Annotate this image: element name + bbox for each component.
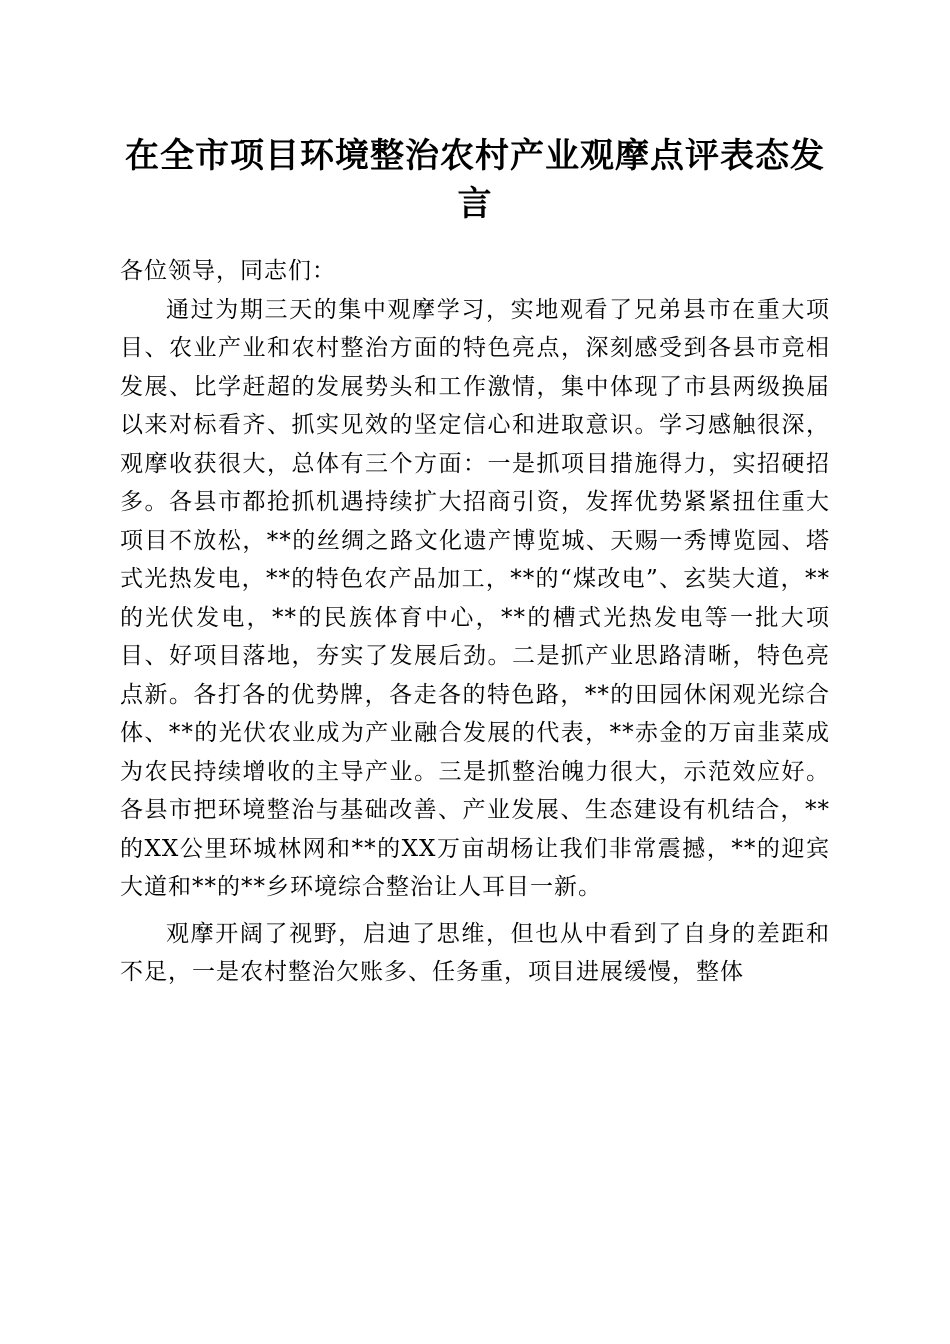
paragraph-1: 通过为期三天的集中观摩学习，实地观看了兄弟县市在重大项目、农业产业和农村整治方面的特色亮点，深刻感受到各县市竞相发展、比学赶超的发展势头和工作激情，集中体现了市县两级换届以来对标看齐、抓实见效的坚定信心和进取意识。学习感触很深，观摩收获很大，总体有三个方面：一是抓项目措施得力，实招硬招多。各县市都抢抓机遇持续扩大招商引资，发挥优势紧紧扭住重大项目不放松，**的丝绸之路文化遗产博览城、天赐一秀博览园、塔式光热发电，**的特色农产品加工，**的“煤改电”、玄奘大道，**的光伏发电，**的民族体育中心，**的槽式光热发电等一批大项目、好项目落地，夯实了发展后劲。二是抓产业思路清晰，特色亮点新。各打各的优势牌，各走各的特色路，**的田园休闲观光综合体、**的光伏农业成为产业融合发展的代表，**赤金的万亩韭菜成为农民持续增收的主导产业。三是抓整治魄力很大，示范效应好。各县市把环境整治与基础改善、产业发展、生态建设有机结合，**的XX公里环城林网和**的XX万亩胡杨让我们非常震撼，**的迎宾大道和**的**乡环境综合整治让人耳目一新。 [120, 296, 830, 900]
document-title: 在全市项目环境整治农村产业观摩点评表态发言 [125, 136, 825, 224]
paragraph-2: 观摩开阔了视野，启迪了思维，但也从中看到了自身的差距和不足，一是农村整治欠账多、任务重，项目进展缓慢，整体 [120, 920, 830, 985]
document-body [120, 252, 830, 992]
salutation: 各位领导，同志们： [120, 258, 336, 284]
